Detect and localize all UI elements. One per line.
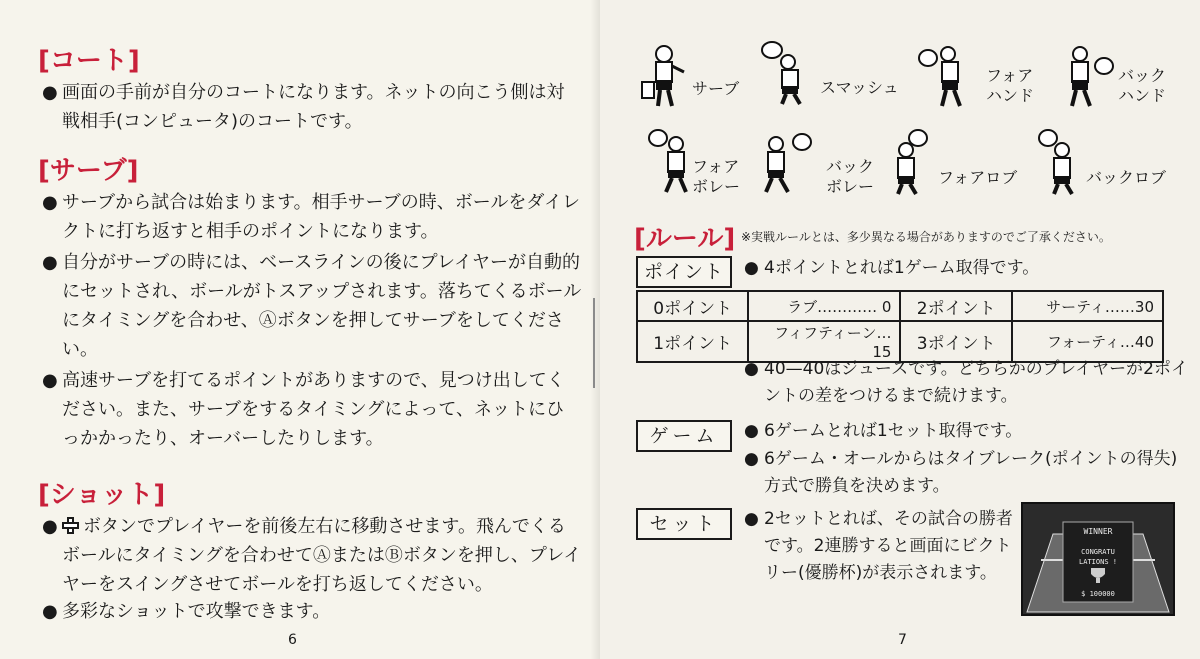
shot-label-serve: サーブ xyxy=(692,79,740,98)
shot-item-1 xyxy=(38,512,582,599)
shot-label-forehand: フォア ハンド xyxy=(986,66,1035,105)
game-text-1: 6ゲームとれば1セット取得です。 xyxy=(764,421,1023,441)
deuce-item xyxy=(742,356,1194,410)
rule-note: ※実戦ルールとは、多少異なる場合がありますのでご了承ください。 xyxy=(741,230,1111,244)
shot-label-smash: スマッシュ xyxy=(820,78,899,97)
deuce-text: 40—40はジュースです。どちらかのプレイヤーが2ポイントの差をつけるまで続けます。 xyxy=(764,359,1188,406)
shot-label-fore-lob: フォアロブ xyxy=(938,168,1018,187)
dpad-icon xyxy=(62,517,79,534)
table-cell: 1ポイント xyxy=(637,321,748,362)
shot-label-backhand: バック ハンド xyxy=(1118,66,1167,105)
set-tag: セット xyxy=(636,508,732,540)
rule-heading: [ルール] xyxy=(634,224,736,254)
congrats-line-1: CONGRATU xyxy=(1081,548,1115,556)
point-tag: ポイント xyxy=(636,256,732,288)
table-cell: 3ポイント xyxy=(900,321,1011,362)
bullet-icon: ● xyxy=(744,258,759,278)
shot-label-back-lob: バックロブ xyxy=(1086,168,1167,187)
game-tag: ゲーム xyxy=(636,420,732,452)
back-lob-player-icon xyxy=(1032,128,1088,196)
table-cell: 2ポイント xyxy=(900,291,1011,321)
court-text: 画面の手前が自分のコートになります。ネットの向こう側は対戦相手(コンピュータ)のコートです。 xyxy=(62,82,565,132)
winner-text: WINNER xyxy=(1083,527,1113,536)
set-text: 2セットとれば、その試合の勝者です。2連勝すると画面にビクトリー(優勝杯)が表示されます。 xyxy=(764,509,1013,583)
bullet-icon: ● xyxy=(42,516,58,537)
bullet-icon: ● xyxy=(42,252,58,273)
game-text-2: 6ゲーム・オールからはタイブレーク(ポイントの得失)方式で勝負を決めます。 xyxy=(764,449,1178,496)
serve-text-2: 自分がサーブの時には、ベースラインの後にプレイヤーが自動的にセットされ、ボールがトスアップされます。落ちてくるボールにタイミングを合わせ、Ⓐボタンを押してサーブをしてください。 xyxy=(62,252,582,360)
back-volley-player-icon xyxy=(756,128,816,194)
bullet-icon: ● xyxy=(42,192,58,213)
fore-lob-player-icon xyxy=(880,128,936,196)
page-number-right: 7 xyxy=(898,632,907,648)
court-heading: [コート] xyxy=(38,46,140,76)
bullet-icon: ● xyxy=(744,359,759,379)
bullet-icon: ● xyxy=(42,370,58,391)
serve-item-2 xyxy=(38,248,582,364)
bullet-icon: ● xyxy=(744,509,759,529)
serve-player-icon xyxy=(640,44,688,110)
bullet-icon: ● xyxy=(744,449,759,469)
shot-item-2 xyxy=(38,597,582,626)
game-item-2 xyxy=(742,446,1194,500)
victory-screen-graphic xyxy=(1023,504,1173,614)
bullet-icon: ● xyxy=(42,601,58,622)
points-table xyxy=(636,290,1164,363)
serve-text-1: サーブから試合は始まります。相手サーブの時、ボールをダイレクトに打ち返すと相手のポイントになります。 xyxy=(62,192,581,242)
table-cell: サーティ……30 xyxy=(1012,291,1163,321)
backhand-player-icon xyxy=(1060,44,1116,110)
bullet-icon: ● xyxy=(42,82,58,103)
congrats-line-2: LATIONS ! xyxy=(1079,558,1117,566)
point-item xyxy=(742,255,1194,282)
table-cell: フォーティ…40 xyxy=(1012,321,1163,362)
shot-text-1: ボタンでプレイヤーを前後左右に移動させます。飛んでくるボールにタイミングを合わせてⒶまたはⒷボタンを押し、プレイヤーをスイングさせてボールを打ち返してください。 xyxy=(62,516,582,595)
table-cell: 0ポイント xyxy=(637,291,748,321)
serve-heading: [サーブ] xyxy=(38,156,139,186)
shot-label-back-volley: バック ボレー xyxy=(826,157,875,196)
serve-item-3 xyxy=(38,366,582,453)
prize-text: $ 100000 xyxy=(1081,590,1115,598)
serve-text-3: 高速サーブを打てるポイントがありますので、見つけ出してください。また、サーブをするタイミングによって、ネットにひっかかったり、オーバーしたりします。 xyxy=(62,370,565,449)
set-item xyxy=(742,506,1026,587)
table-cell: フィフティーン…15 xyxy=(748,321,900,362)
forehand-player-icon xyxy=(916,44,972,110)
fore-volley-player-icon xyxy=(644,128,696,194)
court-item xyxy=(38,78,582,136)
page-number-left: 6 xyxy=(288,632,297,648)
shot-heading: [ショット] xyxy=(38,480,166,510)
point-text: 4ポイントとれば1ゲーム取得です。 xyxy=(764,258,1040,278)
game-item-1 xyxy=(742,418,1194,445)
table-row xyxy=(637,291,1163,321)
table-cell: ラブ………… 0 xyxy=(748,291,900,321)
shot-text-2: 多彩なショットで攻撃できます。 xyxy=(62,601,331,622)
serve-item-1 xyxy=(38,188,582,246)
smash-player-icon xyxy=(758,40,814,106)
shot-label-fore-volley: フォア ボレー xyxy=(692,157,741,196)
bullet-icon: ● xyxy=(744,421,759,441)
victory-screenshot xyxy=(1021,502,1175,616)
